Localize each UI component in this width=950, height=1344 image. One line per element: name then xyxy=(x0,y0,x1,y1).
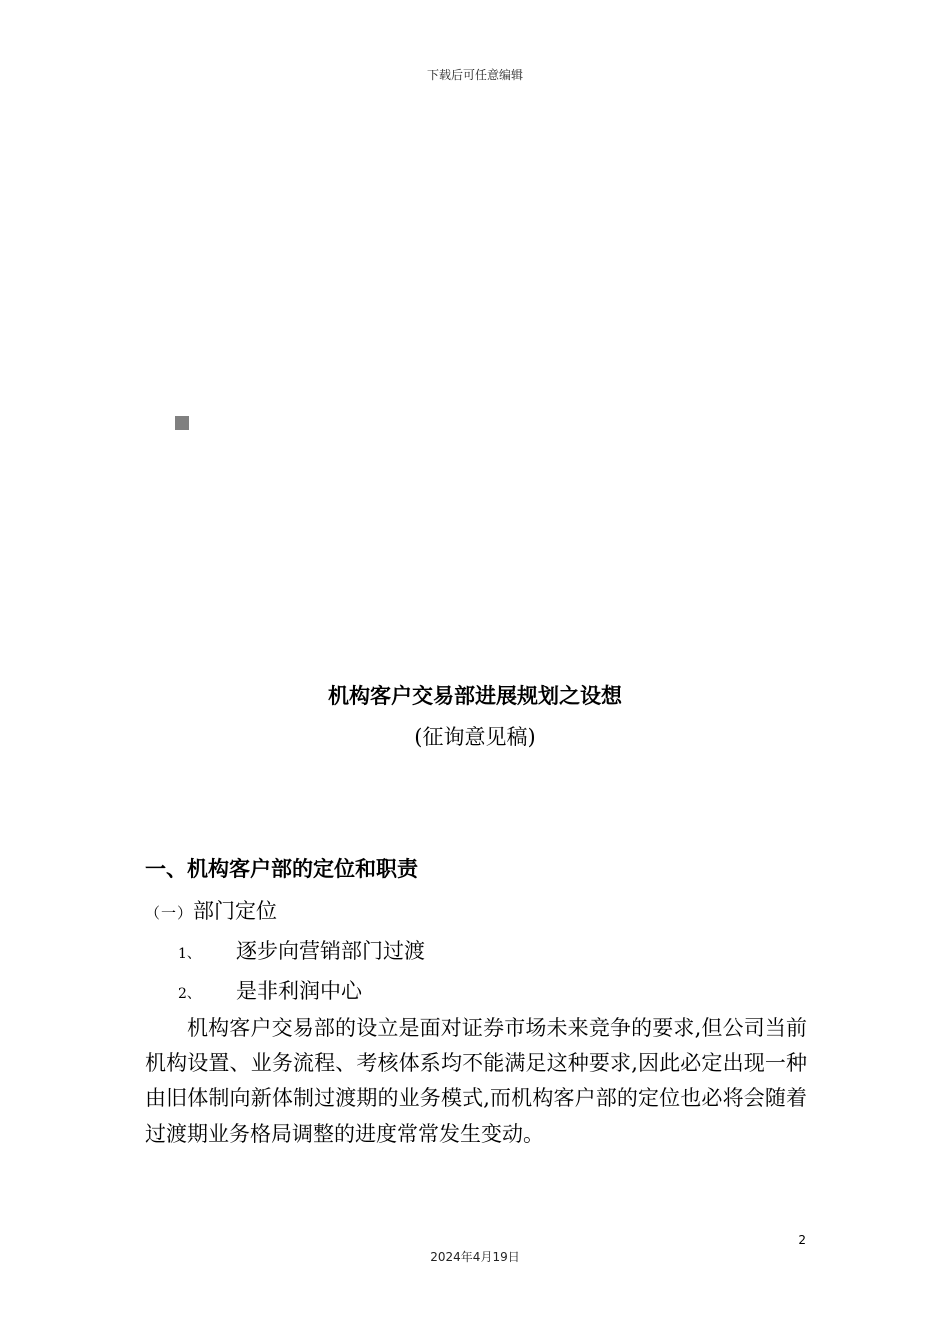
page-header: 下载后可任意编辑 xyxy=(426,68,523,82)
list-item xyxy=(178,935,425,965)
footer-date: 2024年4月19日 xyxy=(430,1250,520,1264)
page-number: 2 xyxy=(798,1233,806,1247)
body-paragraph: 机构客户交易部的设立是面对证券市场未来竞争的要求,但公司当前机构设置、业务流程、考核体系均不能满足这种要求,因此必定出现一种由旧体制向新体制过渡期的业务模式,而机构客户部的定位也必将会随着过渡期业务格局调整的进度常常发生变动。 xyxy=(145,1016,807,1146)
document-title: 机构客户交易部进展规划之设想 xyxy=(328,684,622,708)
list-item-text: 是非利润中心 xyxy=(236,979,362,1003)
list-item-text: 逐步向营销部门过渡 xyxy=(236,939,425,963)
document-subtitle: (征询意见稿) xyxy=(414,725,536,749)
list-item-number: 2、 xyxy=(178,986,201,1002)
sub-heading-marker: （一） xyxy=(145,904,194,922)
sub-heading xyxy=(145,895,277,925)
list-item xyxy=(178,975,362,1005)
sub-heading-label: 部门定位 xyxy=(193,899,278,923)
list-item-number: 1、 xyxy=(178,946,201,962)
section-heading: 一、机构客户部的定位和职责 xyxy=(145,857,418,881)
square-bullet-mark xyxy=(175,416,189,430)
